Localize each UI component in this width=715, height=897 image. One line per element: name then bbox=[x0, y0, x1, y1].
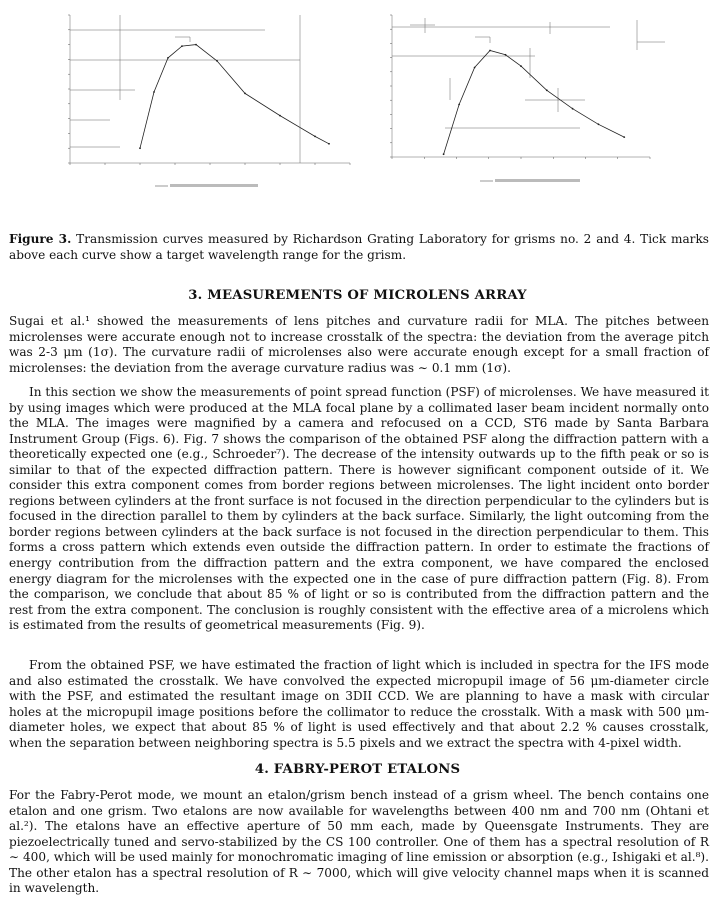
section-3-heading: 3. MEASUREMENTS OF MICROLENS ARRAY bbox=[188, 288, 527, 303]
section-4-heading: 4. FABRY-PEROT ETALONS bbox=[254, 762, 461, 777]
figure-caption-text: Transmission curves measured by Richardson Grating Laboratory for grisms no. 2 and 4. Tick marks above each curve show a target wavelength range for the grism. bbox=[9, 232, 709, 262]
section-3-paragraph-1: Sugai et al.¹ showed the measurements of lens pitches and curvature radii for MLA. The pitches between microlenses were accurate enough not to increase crosstalk of the spectra: the deviation from the average pitch was 2-3 μm (1σ). The curvature radii of microlenses also were accurate enough except for a small fraction of microlenses: the deviation from the average curvature radius was ∼ 0.1 mm (1σ). bbox=[9, 314, 709, 375]
transmission-chart-grism-4 bbox=[375, 0, 695, 200]
transmission-curve-grism-4 bbox=[444, 51, 625, 155]
section-3-paragraph-2: In this section we show the measurements of point spread function (PSF) of microlenses. We have measured it by using images which were produced at the MLA focal plane by a collimated laser beam incident normally onto the MLA. The images were magnified by a camera and refocused on a CCD, ST6 made by Santa Barbara Instrument Group (Figs. 6). Fig. 7 shows the comparison of the obtained PSF along the diffraction pattern with a theoretically expected one (e.g., Schroeder⁷). The decrease of the intensity outwards up to the fifth peak or so is similar to that of the expected diffraction pattern. There is however significant component outside of it. We consider this extra component comes from border regions between microlenses. The light incident onto border regions between cylinders at the front surface is not focused in the direction perpendicular to the cylinders but is focused in the direction parallel to them by cylinders at the back surface. Similarly, the light outcoming from the border regions between cylinders at the back surface is not focused in the direction perpendicular to them. This forms a cross pattern which extends even outside the diffraction pattern. In order to estimate the fractions of energy contribution from the diffraction pattern and the extra component, we have compared the enclosed energy diagram for the microlenses with the expected one in the case of pure diffraction pattern (Fig. 8). From the comparison, we conclude that about 85 % of light or so is contributed from the diffraction pattern and the rest from the extra component. The conclusion is roughly consistent with the effective area of a microlens which is estimated from the results of geometrical measurements (Fig. 9). bbox=[9, 385, 709, 633]
figure-area bbox=[0, 0, 715, 225]
transmission-chart-grism-2 bbox=[50, 0, 370, 200]
section-3-paragraph-3: From the obtained PSF, we have estimated the fraction of light which is included in spectra for the IFS mode and also estimated the crosstalk. We have convolved the expected micropupil image of 56 μm-diameter circle with the PSF, and estimated the resultant image on 3DII CCD. We are planning to have a mask with circular holes at the micropupil image positions before the collimator to reduce the crosstalk. With a mask with 500 μm-diameter holes, we expect that about 85 % of light is used effectively and that about 2.2 % causes crosstalk, when the separation between neighboring spectra is 5.5 pixels and we extract the spectra with 4-pixel width. bbox=[9, 658, 709, 750]
section-4-paragraph-1: For the Fabry-Perot mode, we mount an etalon/grism bench instead of a grism wheel. The bench contains one etalon and one grism. Two etalons are now available for wavelengths between 400 nm and 700 nm (Ohtani et al.²). The etalons have an effective aperture of 50 mm each, made by Queensgate Instruments. They are piezoelectrically tuned and servo-stabilized by the CS 100 controller. One of them has a spectral resolution of R ∼ 400, which will be used mainly for monochromatic imaging of line emission or absorption (e.g., Ishigaki et al.⁸). The other etalon has a spectral resolution of R ∼ 7000, which will give velocity channel maps when it is scanned in wavelength. bbox=[9, 788, 709, 896]
legend-grism-4 bbox=[480, 179, 580, 182]
legend-grism-2 bbox=[155, 184, 258, 187]
figure-caption bbox=[9, 232, 709, 263]
figure-caption-label: Figure 3. bbox=[9, 232, 72, 246]
